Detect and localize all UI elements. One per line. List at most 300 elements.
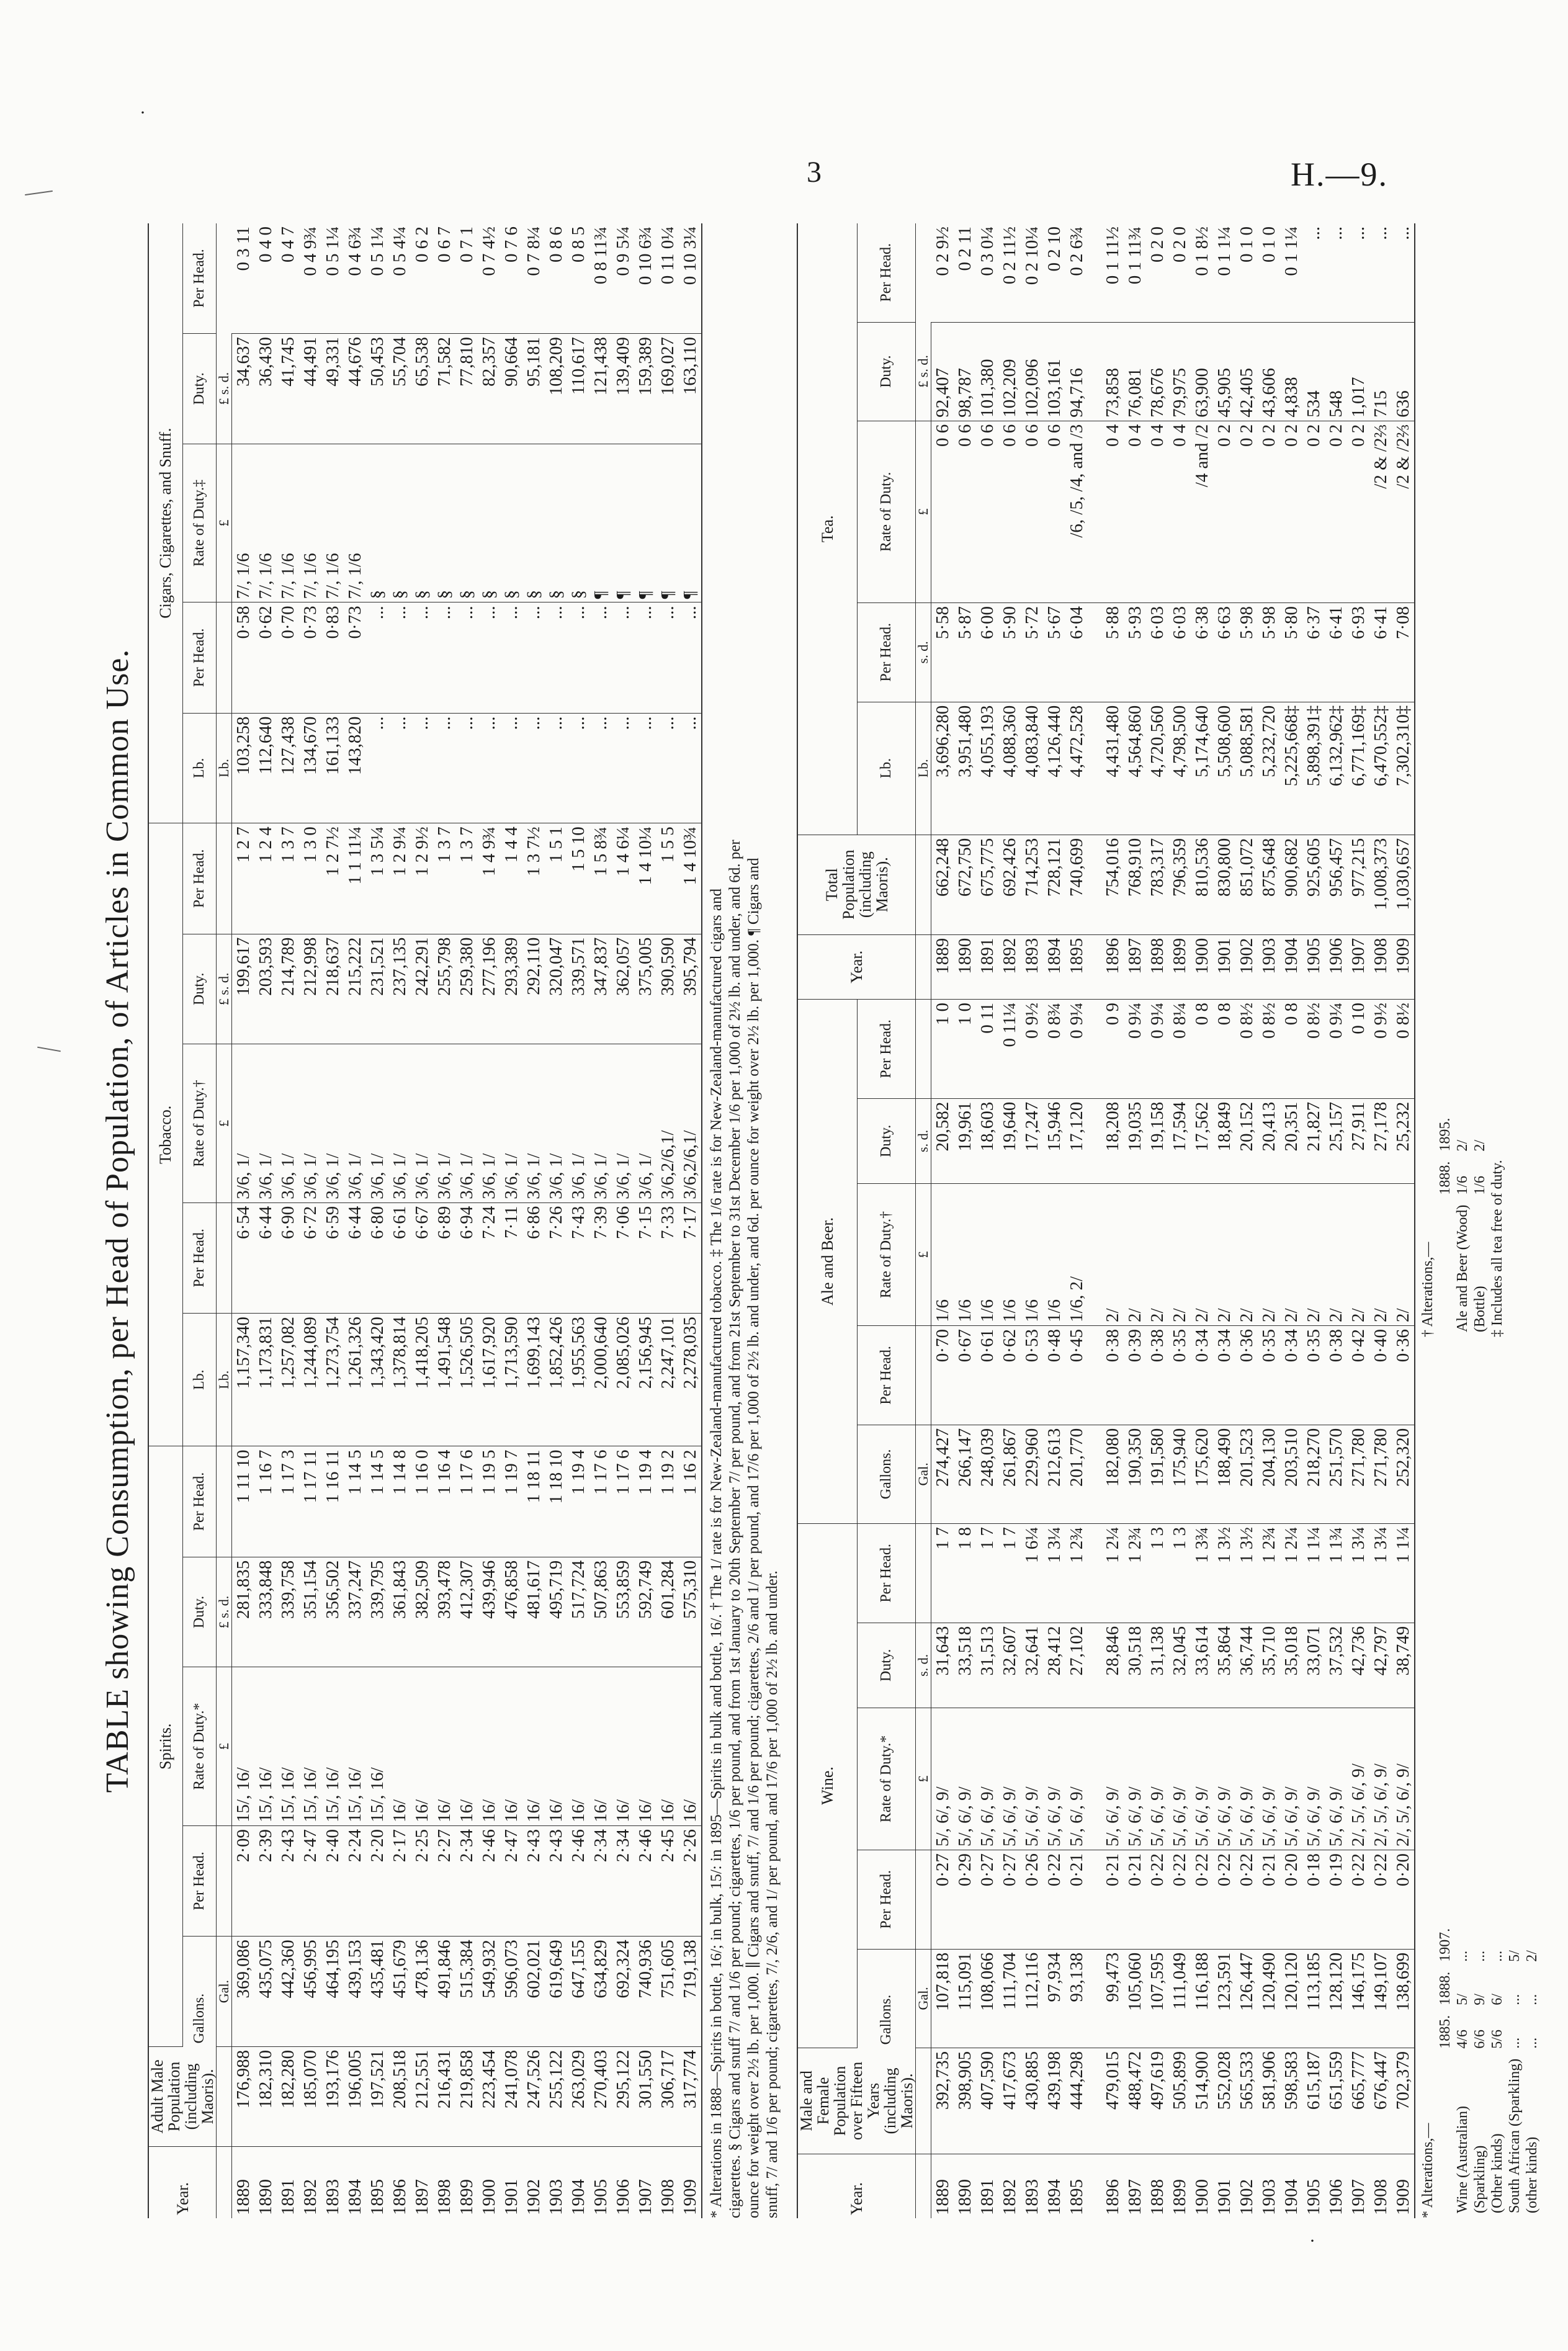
- header-year: Year.: [148, 2146, 217, 2218]
- table-cell: ...: [500, 713, 522, 823]
- table-cell: 107,818: [931, 1949, 954, 2048]
- table-cell: 182,080: [1101, 1425, 1124, 1523]
- table-cell: 1 4 10¼: [634, 823, 656, 934]
- table-cell: 1905: [591, 2179, 611, 2215]
- table-cell: 6·61: [388, 1202, 411, 1313]
- table-cell: 2/: [1213, 1184, 1235, 1326]
- table-cell: [1088, 1523, 1101, 1623]
- table-cell: 0 11: [976, 1000, 998, 1099]
- table-cell: 1 1 11¼: [344, 823, 366, 934]
- table-cell: 5,225,668‡: [1280, 702, 1302, 835]
- table-cell: 0 7 1: [455, 223, 478, 334]
- table-cell: 1889: [931, 934, 954, 999]
- table-cell: 120,490: [1258, 1949, 1280, 2048]
- table-cell: 2·40: [321, 1825, 344, 1936]
- table-cell: 7/, 1/6: [299, 444, 321, 602]
- table-cell: 17,562: [1191, 1098, 1213, 1183]
- table-cell: 565,533: [1235, 2048, 1258, 2154]
- table-cell: 2·09: [232, 1825, 255, 1936]
- column-header: Per Head.: [182, 823, 216, 934]
- alterations-year: 1888.: [1437, 1971, 1453, 2005]
- table-cell: 0 11 0¼: [656, 223, 679, 334]
- table-row: [1146, 223, 1168, 2218]
- table-cell: 517,724: [567, 1557, 589, 1667]
- table-cell: 15/, 16/: [299, 1667, 321, 1826]
- column-header: Per Head.: [182, 602, 216, 713]
- table-cell: 2,278,035: [679, 1314, 702, 1446]
- table-cell: 95,181: [522, 334, 545, 444]
- table-cell: 266,147: [954, 1425, 976, 1523]
- table-cell: 395,794: [679, 934, 702, 1044]
- table-cell: 0 10 3¼: [679, 223, 702, 334]
- table-cell: ...: [1392, 223, 1415, 322]
- alterations-cell: 6/: [1489, 1994, 1505, 2005]
- table-cell: 3/6, 1/: [567, 1044, 589, 1203]
- table-cell: §: [545, 444, 567, 602]
- table-row: [1101, 223, 1124, 2218]
- table-cell: 149,107: [1369, 1949, 1392, 2048]
- table-cell: 0 4: [1101, 421, 1124, 602]
- table-cell: 161,133: [321, 713, 344, 823]
- table-cell: 216,431: [433, 2046, 455, 2146]
- table-cell: 21,827: [1302, 1098, 1325, 1183]
- table-cell: 18,849: [1213, 1098, 1235, 1183]
- table-cell: 2/: [1369, 1184, 1392, 1326]
- footnote-line: cigarettes. § Cigars and snuff 7/ and 1/6 per pound; cigarettes, 1/6 per pound, and from 1st January to 20th September 7/ per pound, and from 21st September to 31st December 1/6 per 1,000 of 2½ lb. and under, and 6d. per: [727, 840, 743, 2218]
- alterations-cell: 2/: [1472, 1140, 1488, 1152]
- table-cell: 2/: [1235, 1184, 1258, 1326]
- table-cell: 271,780: [1369, 1425, 1392, 1523]
- table-row: [411, 223, 433, 2218]
- alterations-cell: 9/: [1472, 1994, 1488, 2005]
- table-cell: 1892: [300, 2179, 320, 2215]
- unit-cell: [916, 934, 931, 999]
- table-cell: 1895: [367, 2179, 387, 2215]
- column-header: Rate of Duty.: [857, 421, 915, 602]
- table-cell: [1088, 2048, 1101, 2154]
- table-cell: 28,412: [1043, 1623, 1065, 1708]
- table-cell: ...: [656, 713, 679, 823]
- table-cell: 0·39: [1124, 1326, 1146, 1425]
- table-cell: §: [522, 444, 545, 602]
- column-header: Per Head.: [857, 1000, 915, 1099]
- alterations-cell: South African (Sparkling): [1507, 2058, 1523, 2213]
- table-cell: 259,380: [455, 934, 478, 1044]
- column-header: Rate of Duty.†: [857, 1184, 915, 1326]
- table-cell: 351,154: [299, 1557, 321, 1667]
- table-cell: 2·34: [612, 1825, 634, 1936]
- table-cell: 382,509: [411, 1557, 433, 1667]
- table-cell: 6·37: [1302, 602, 1325, 702]
- table-cell: 339,795: [366, 1557, 388, 1667]
- table-cell: 6·90: [277, 1202, 299, 1313]
- table-cell: ...: [1325, 223, 1347, 322]
- table-cell: 1 3: [1146, 1523, 1168, 1623]
- table-cell: 2·24: [344, 1825, 366, 1936]
- table-cell: 435,075: [254, 1937, 277, 2047]
- table-cell: 0 2 6¾: [1065, 223, 1088, 322]
- table-cell: 5/, 6/, 9/: [998, 1708, 1021, 1850]
- table-row: [232, 223, 255, 2218]
- table-cell: 1 6¼: [1021, 1523, 1043, 1623]
- table-cell: 925,605: [1302, 835, 1325, 934]
- table-cell: 5/, 6/, 9/: [954, 1708, 976, 1850]
- table-cell: 0 2: [1347, 421, 1369, 602]
- table-cell: 0 9½: [1369, 1000, 1392, 1099]
- table-cell: 356,502: [321, 1557, 344, 1667]
- table-cell: 6·41: [1325, 602, 1347, 702]
- page-number: 3: [807, 156, 822, 189]
- table-cell: 42,736: [1347, 1623, 1369, 1708]
- table-cell: 0 3 11: [232, 223, 255, 334]
- table-cell: 1 2¾: [1124, 1523, 1146, 1623]
- table-cell: 102,096: [1021, 322, 1043, 421]
- table-cell: 263,029: [567, 2046, 589, 2146]
- table-cell: 553,859: [612, 1557, 634, 1667]
- table-cell: 1889: [933, 2179, 952, 2215]
- table-cell: 439,946: [478, 1557, 500, 1667]
- table-cell: ...: [433, 602, 455, 713]
- table-cell: 0·70: [931, 1326, 954, 1425]
- table-cell: 552,028: [1213, 2048, 1235, 2154]
- table-cell: 1,852,426: [545, 1314, 567, 1446]
- table-cell: ¶: [656, 444, 679, 602]
- unit-cell: £: [217, 1044, 232, 1203]
- table-cell: 0 8: [1280, 1000, 1302, 1099]
- table-cell: 35,864: [1213, 1623, 1235, 1708]
- table-cell: 16/: [634, 1667, 656, 1826]
- table-cell: 1 17 3: [277, 1446, 299, 1557]
- table-cell: 218,637: [321, 934, 344, 1044]
- table-cell: 740,699: [1065, 835, 1088, 934]
- table-cell: 0 6: [998, 421, 1021, 602]
- table-cell: 3/6, 1/: [232, 1044, 255, 1203]
- column-header: Per Head.: [857, 1523, 915, 1623]
- table-cell: 1907: [1348, 2179, 1368, 2215]
- table-cell: 17,120: [1065, 1098, 1088, 1183]
- table-cell: 1,378,814: [388, 1314, 411, 1446]
- table-cell: 270,403: [589, 2046, 612, 2146]
- table-cell: 33,071: [1302, 1623, 1325, 1708]
- table-cell: 3/6, 1/: [344, 1044, 366, 1203]
- table-cell: [1088, 1949, 1101, 2048]
- table-cell: 3/6, 1/: [612, 1044, 634, 1203]
- table-cell: 1,617,920: [478, 1314, 500, 1446]
- table-cell: 3/6, 1/: [254, 1044, 277, 1203]
- table-cell: 0 2 0: [1168, 223, 1191, 322]
- table-cell: 306,717: [656, 2046, 679, 2146]
- table-cell: 339,758: [277, 1557, 299, 1667]
- column-header: Per Head.: [857, 223, 915, 322]
- table-cell: 1 3¼: [1043, 1523, 1065, 1623]
- table-cell: 481,617: [522, 1557, 545, 1667]
- table-cell: 55,704: [388, 334, 411, 444]
- table-cell: 0 7 8¼: [522, 223, 545, 334]
- table-cell: ...: [411, 713, 433, 823]
- table-cell: 1 2 7½: [321, 823, 344, 934]
- alterations-cell: ...: [1507, 2037, 1523, 2049]
- table-cell: 2/: [1191, 1184, 1213, 1326]
- table-cell: 5,898,391‡: [1302, 702, 1325, 835]
- table-cell: 1898: [1146, 934, 1168, 999]
- table-cell: 1907: [635, 2179, 655, 2215]
- table-cell: 121,438: [589, 334, 612, 444]
- table-cell: 5/, 6/, 9/: [1258, 1708, 1280, 1850]
- table-cell: 1895: [1065, 934, 1088, 999]
- table-cell: 5·80: [1280, 602, 1302, 702]
- table-cell: 102,209: [998, 322, 1021, 421]
- table-cell: 1 5 8¾: [589, 823, 612, 934]
- table-cell: 5/, 6/, 9/: [931, 1708, 954, 1850]
- column-header: Duty.: [182, 334, 216, 444]
- table-cell: 392,735: [931, 2048, 954, 2154]
- table-cell: 339,571: [567, 934, 589, 1044]
- table-cell: 0 1 11¾: [1124, 223, 1146, 322]
- table-cell: 42,797: [1369, 1623, 1392, 1708]
- table-cell: 497,619: [1146, 2048, 1168, 2154]
- table-cell: ...: [679, 713, 702, 823]
- table-cell: 1891: [278, 2179, 298, 2215]
- table-cell: 1 2 4: [254, 823, 277, 934]
- table-cell: 6·93: [1347, 602, 1369, 702]
- table-cell: 0 8 5: [567, 223, 589, 334]
- table-cell: 188,490: [1213, 1425, 1235, 1523]
- table-cell: 6·86: [522, 1202, 545, 1313]
- table-cell: 768,910: [1124, 835, 1146, 934]
- table-row: [478, 223, 500, 2218]
- table-cell: 0 9¼: [1124, 1000, 1146, 1099]
- table-cell: 1/6: [1043, 1184, 1065, 1326]
- table-cell: 32,607: [998, 1623, 1021, 1708]
- table-cell: 6·94: [455, 1202, 478, 1313]
- header-adult-male-population: Adult Male Population (including Maoris).: [148, 2046, 217, 2146]
- table-cell: 407,590: [976, 2048, 998, 2154]
- table-cell: 2/: [1258, 1184, 1280, 1326]
- table-cell: 0 9 5¼: [612, 223, 634, 334]
- table-cell: 1890: [954, 934, 976, 999]
- table-cell: /2 & /2⅔: [1392, 421, 1415, 602]
- table-cell: 0 6 2: [411, 223, 433, 334]
- table-row: [954, 223, 976, 2218]
- table-cell: 182,310: [254, 2046, 277, 2146]
- table-cell: 292,110: [522, 934, 545, 1044]
- table-cell: 598,583: [1280, 2048, 1302, 2154]
- table-cell: 956,457: [1325, 835, 1347, 934]
- table-cell: 31,513: [976, 1623, 998, 1708]
- column-header: Duty.: [857, 322, 915, 421]
- table-cell: 651,559: [1325, 2048, 1347, 2154]
- table-cell: 715: [1369, 322, 1392, 421]
- table-cell: 3/6, 1/: [589, 1044, 612, 1203]
- table-cell: 6·72: [299, 1202, 321, 1313]
- table-cell: 1908: [658, 2179, 678, 2215]
- table-cell: 19,035: [1124, 1098, 1146, 1183]
- table-cell: 476,858: [500, 1557, 522, 1667]
- table-cell: 212,551: [411, 2046, 433, 2146]
- table-cell: 36,430: [254, 334, 277, 444]
- column-header: Per Head.: [182, 1825, 216, 1936]
- table-cell: 5/, 6/, 9/: [976, 1708, 998, 1850]
- column-header: Gallons.: [182, 1937, 216, 2047]
- table-cell: 6·41: [1369, 602, 1392, 702]
- table-row: [545, 223, 567, 2218]
- table-cell: [1088, 322, 1101, 421]
- table-cell: 73,858: [1101, 322, 1124, 421]
- table-cell: 5/, 6/, 9/: [1146, 1708, 1168, 1850]
- table-cell: 99,473: [1101, 1949, 1124, 2048]
- table-cell: 1903: [546, 2179, 566, 2215]
- table-cell: 1 19 5: [478, 1446, 500, 1557]
- table-cell: 1906: [1325, 934, 1347, 999]
- table-cell: 15/, 16/: [321, 1667, 344, 1826]
- table-cell: 0 4: [1168, 421, 1191, 602]
- table-cell: 1 5 5: [656, 823, 679, 934]
- table-cell: 0·22: [1347, 1850, 1369, 1949]
- table-cell: ¶: [679, 444, 702, 602]
- table-cell: 0·58: [232, 602, 255, 713]
- table-cell: 6·54: [232, 1202, 255, 1313]
- header-cigars: Cigars, Cigarettes, and Snuff.: [148, 223, 182, 823]
- table-cell: 0·21: [1258, 1850, 1280, 1949]
- table-cell: 1 3 7: [455, 823, 478, 934]
- table-cell: 2·45: [656, 1825, 679, 1936]
- table-cell: 0 1 1¼: [1213, 223, 1235, 322]
- table-cell: 0 6: [954, 421, 976, 602]
- table-row: [1124, 223, 1146, 2218]
- table-cell: 1 2¾: [1065, 1523, 1088, 1623]
- table-cell: 1 7: [976, 1523, 998, 1623]
- table-cell: 1897: [1125, 2179, 1145, 2215]
- table-cell: 1 19 4: [634, 1446, 656, 1557]
- table-cell: 2·43: [522, 1825, 545, 1936]
- table-cell: 692,426: [998, 835, 1021, 934]
- table-cell: ...: [433, 713, 455, 823]
- table-cell: 1 18 10: [545, 1446, 567, 1557]
- table-row: [299, 223, 321, 2218]
- table-cell: 1909: [1392, 934, 1415, 999]
- table-cell: 37,532: [1325, 1623, 1347, 1708]
- table-cell: 0 1 0: [1235, 223, 1258, 322]
- table-cell: ...: [455, 602, 478, 713]
- header-tobacco: Tobacco.: [148, 823, 182, 1446]
- table-row: [1168, 223, 1191, 2218]
- table-cell: 1 19 7: [500, 1446, 522, 1557]
- table-row: [388, 223, 411, 2218]
- unit-cell: £ s. d.: [217, 1557, 232, 1667]
- table-cell: 6,132,962‡: [1325, 702, 1347, 835]
- table-cell: 17,594: [1168, 1098, 1191, 1183]
- table-cell: 0 8: [1213, 1000, 1235, 1099]
- table-cell: 1/6: [976, 1184, 998, 1326]
- table-cell: 71,582: [433, 334, 455, 444]
- table-cell: 0 8 6: [545, 223, 567, 334]
- table-cell: 439,153: [344, 1937, 366, 2047]
- table-cell: 830,800: [1213, 835, 1235, 934]
- column-header: Rate of Duty.†: [182, 1044, 216, 1203]
- table-cell: 0 8¼: [1168, 1000, 1191, 1099]
- table-cell: 105,060: [1124, 1949, 1146, 2048]
- table-cell: 0 11¼: [998, 1000, 1021, 1099]
- table-cell: 19,961: [954, 1098, 976, 1183]
- table-cell: 5/, 6/, 9/: [1043, 1708, 1065, 1850]
- table-cell: 1 4 6¼: [612, 823, 634, 934]
- table-cell: 43,606: [1258, 322, 1280, 421]
- table-cell: /2 & /2⅔: [1369, 421, 1392, 602]
- table-cell: 28,846: [1101, 1623, 1124, 1708]
- table-cell: ...: [679, 602, 702, 713]
- table-cell: 1 4 4: [500, 823, 522, 934]
- table-cell: [1088, 702, 1101, 835]
- table-row: [344, 223, 366, 2218]
- table-row: [254, 223, 277, 2218]
- table-cell: 6·63: [1213, 602, 1235, 702]
- table-cell: 223,454: [478, 2046, 500, 2146]
- table-cell: /4 and /2: [1191, 421, 1213, 602]
- table-cell: 0 2: [1235, 421, 1258, 602]
- table-row: [321, 223, 344, 2218]
- table-cell: 810,536: [1191, 835, 1213, 934]
- table-cell: 7·08: [1392, 602, 1415, 702]
- table-cell: 0·20: [1280, 1850, 1302, 1949]
- table-cell: 3/6, 1/: [455, 1044, 478, 1203]
- column-header: Per Head.: [857, 1326, 915, 1425]
- table-row: [612, 223, 634, 2218]
- table-cell: 1 19 4: [567, 1446, 589, 1557]
- table-cell: 1898: [434, 2179, 454, 2215]
- table-cell: 190,350: [1124, 1425, 1146, 1523]
- table-cell: 0 5 4¼: [388, 223, 411, 334]
- unit-cell: £ s. d.: [217, 334, 232, 444]
- table-cell: 16/: [433, 1667, 455, 1826]
- table-cell: 4,564,860: [1124, 702, 1146, 835]
- ale-alterations-title: † Alterations,—: [1420, 1242, 1436, 1337]
- table-cell: 0·22: [1043, 1850, 1065, 1949]
- header-year: Year.: [797, 2154, 916, 2218]
- table-cell: 1896: [1101, 934, 1124, 999]
- table-cell: 0 2: [1325, 421, 1347, 602]
- table-row: [656, 223, 679, 2218]
- table-cell: [1088, 1425, 1101, 1523]
- table-cell: 6·89: [433, 1202, 455, 1313]
- table-cell: 79,975: [1168, 322, 1191, 421]
- table-row: [1369, 223, 1392, 2218]
- table-cell: 435,481: [366, 1937, 388, 2047]
- table-cell: 76,081: [1124, 322, 1146, 421]
- alterations-cell: ...: [1524, 1994, 1540, 2005]
- tea-footnote: ‡ Includes all tea free of duty.: [1489, 1160, 1505, 1337]
- table-cell: 0 2 0: [1146, 223, 1168, 322]
- table-cell: ...: [656, 602, 679, 713]
- table-cell: 796,359: [1168, 835, 1191, 934]
- table-row: [366, 223, 388, 2218]
- table-cell: 1904: [568, 2179, 588, 2215]
- table-cell: 1905: [1302, 934, 1325, 999]
- table-cell: 1/6: [1021, 1184, 1043, 1326]
- table-cell: 0·40: [1369, 1326, 1392, 1425]
- table-cell: 6·03: [1146, 602, 1168, 702]
- table-cell: ...: [388, 602, 411, 713]
- table-cell: 0 8½: [1258, 1000, 1280, 1099]
- table-cell: 2/: [1302, 1184, 1325, 1326]
- table-cell: 1900: [1192, 2179, 1212, 2215]
- table-cell: 505,899: [1168, 2048, 1191, 2154]
- table-cell: 277,196: [478, 934, 500, 1044]
- column-header: Per Head.: [182, 1446, 216, 1557]
- table-cell: 1894: [1043, 934, 1065, 999]
- table-cell: 430,885: [1021, 2048, 1043, 2154]
- table-cell: 634,829: [589, 1937, 612, 2047]
- table-cell: 242,291: [411, 934, 433, 1044]
